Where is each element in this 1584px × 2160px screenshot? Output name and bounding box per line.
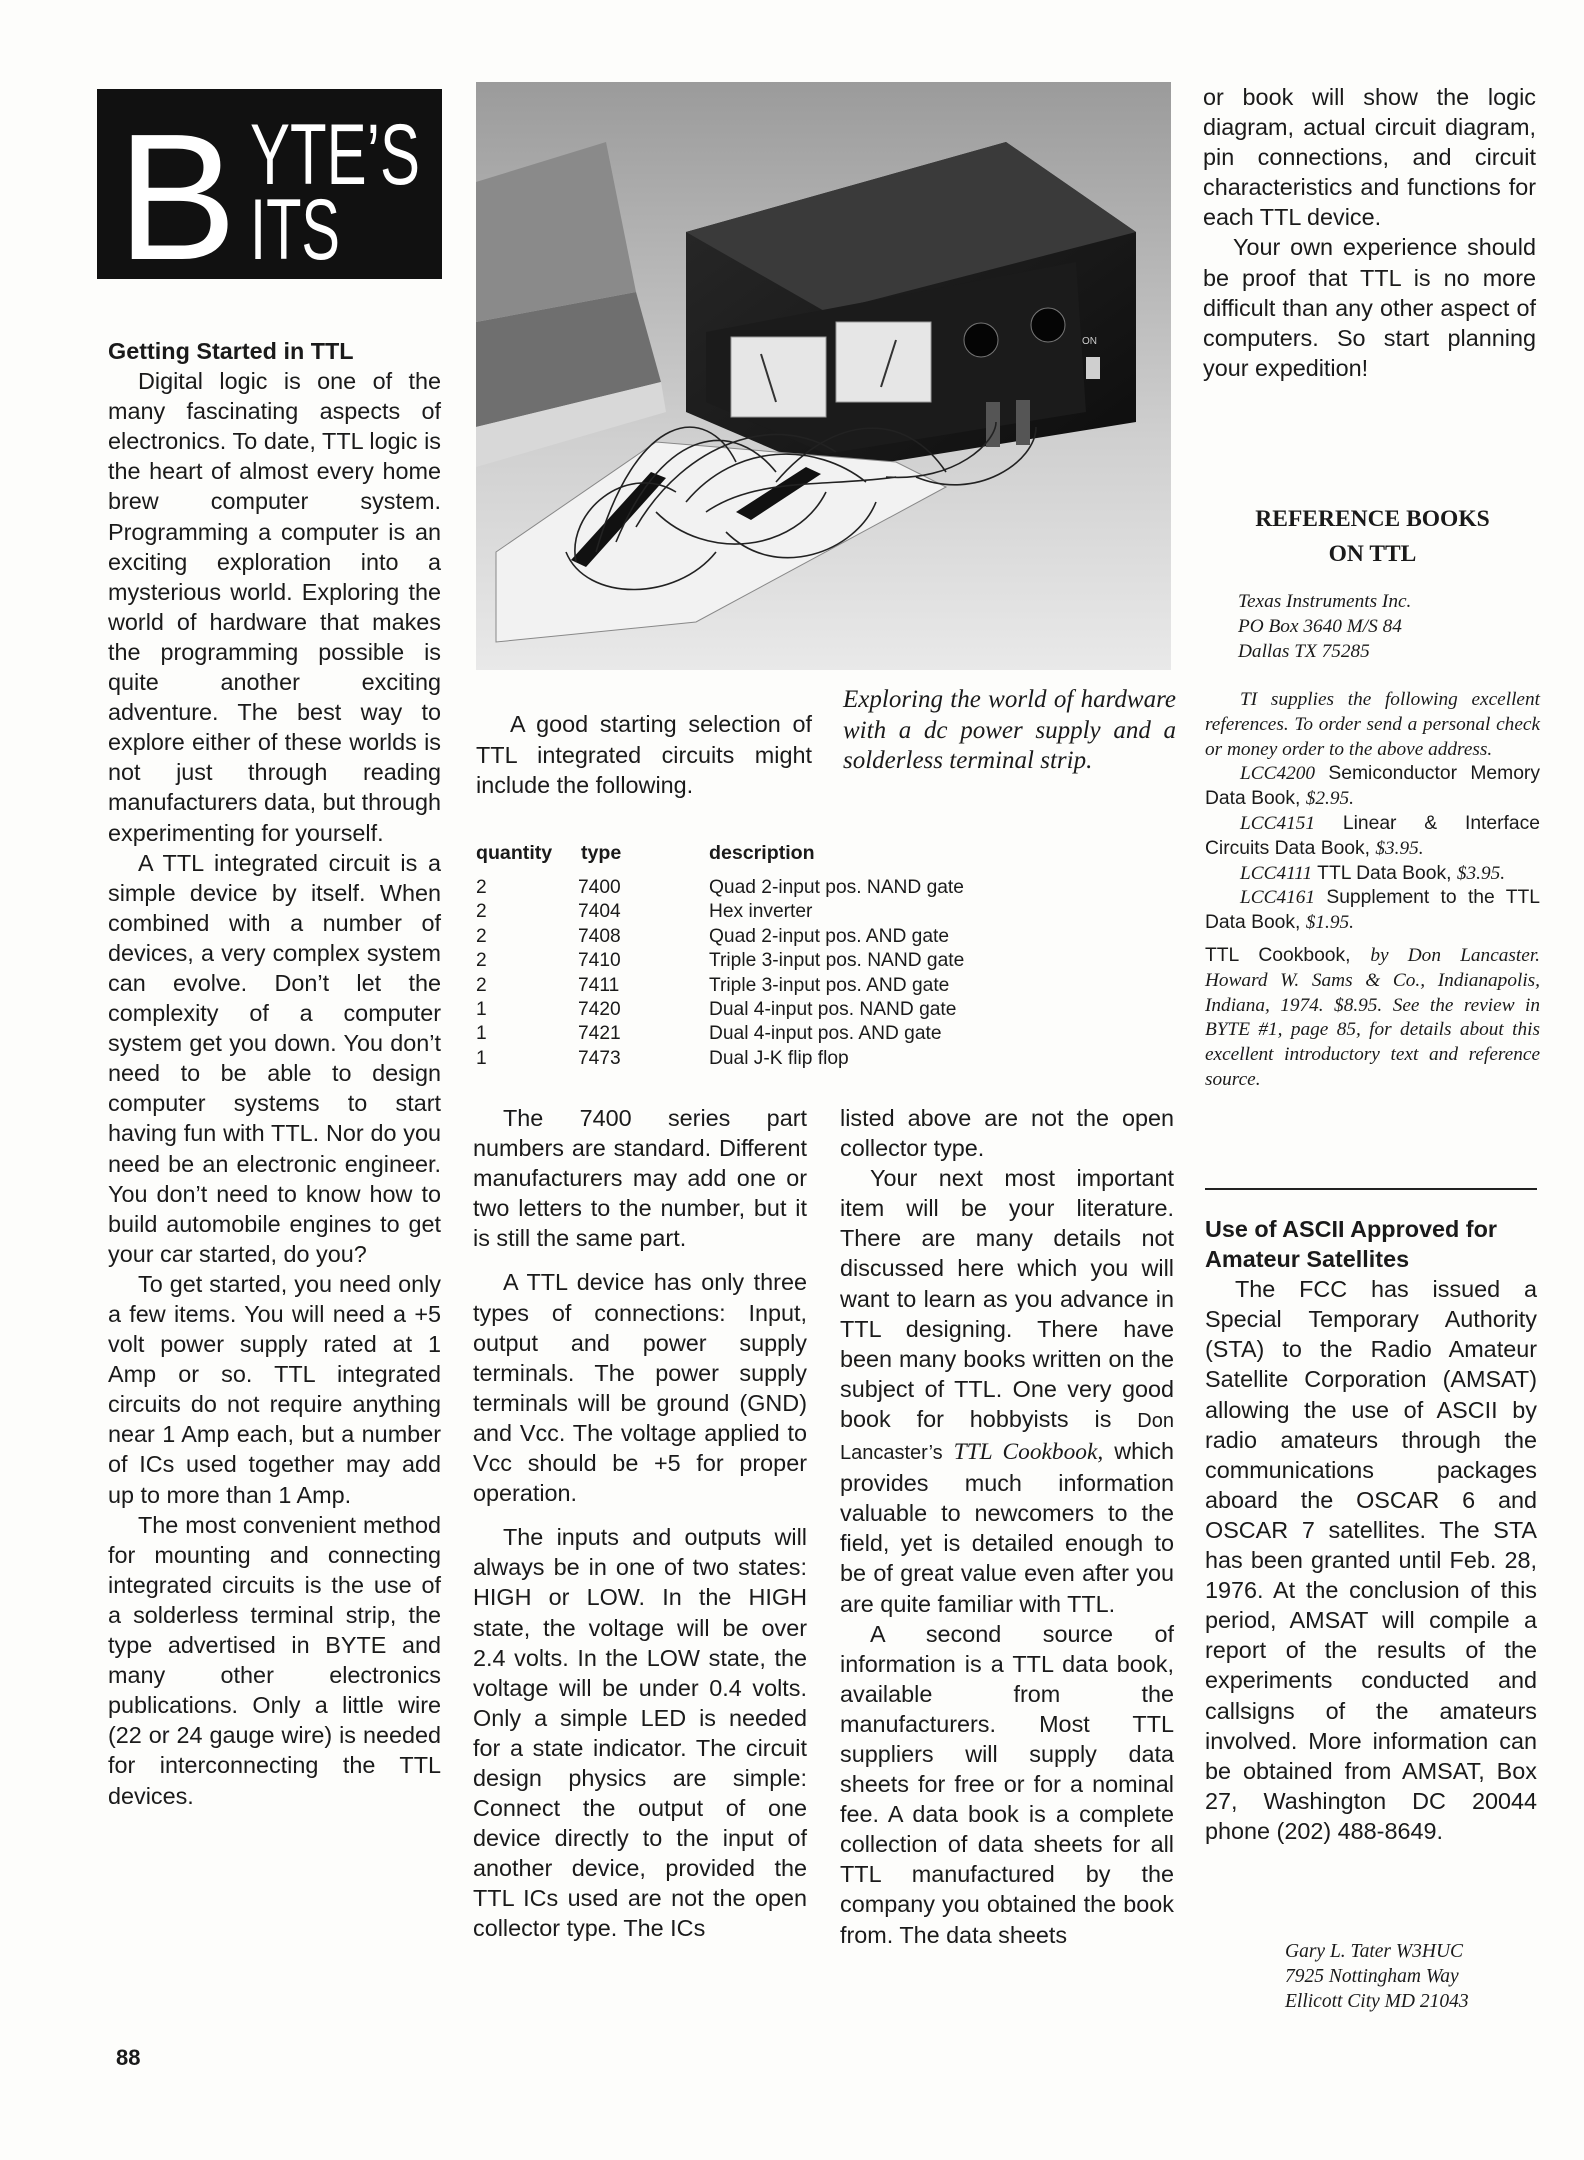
cell-description: Triple 3-input pos. AND gate (709, 974, 950, 996)
header-quantity: quantity (476, 842, 553, 864)
cell-quantity: 2 (476, 877, 487, 898)
paragraph: A second source of information is a TTL data book, available from the manufacturers. Most TTL suppliers will supply data sheets for free or for a nominal fee. A data book is a complete collection of data sheets for all TTL manufactured by the company you obtained the book from. The data sheets (840, 1620, 1174, 1948)
book-price: $2.95. (1305, 788, 1354, 810)
cell-type: 7411 (578, 974, 620, 996)
paragraph: A TTL device has only three types of connections: Input, output and power supply terminals. The power supply terminals will be ground (GND) and Vcc. The voltage applied to Vcc should be +5 for proper operation. (473, 1269, 807, 1507)
paragraph: or book will show the logic diagram, actual circuit diagram, pin connections, and circuit characteristics and functions for each TTL device. (1203, 84, 1536, 231)
book-name: Linear & Interface Circuits Data Book, (1205, 812, 1541, 859)
cell-quantity: 2 (476, 974, 487, 996)
photo-illustration (476, 82, 1171, 670)
book-code: LCC4111 (1240, 862, 1313, 884)
column-1 (108, 336, 441, 1811)
table-row (476, 974, 1116, 998)
reference-books-title (1205, 502, 1540, 572)
signature-line: 7925 Nottingham Way (1285, 1966, 1459, 1987)
knob (964, 323, 998, 357)
article-body-col1 (108, 366, 441, 1811)
masthead-big-letter: B (117, 97, 238, 298)
paragraph: Digital logic is one of the many fascinating aspects of electronics. To date, TTL logic is the heart of almost every home brew computer system. Programming a computer is an exciting exploration into a mysterious world. Exploring the world of hardware that makes the programming possible is quite another exciting adventure. The best way to explore either of these worlds is not just through reading manufacturers data, but through experimenting for yourself. (108, 368, 441, 846)
photo-caption: Exploring the world of hardware with a dc power supply and a solderless terminal strip. (843, 686, 1176, 774)
power-switch (1086, 357, 1100, 379)
paragraph: A TTL integrated circuit is a simple device by itself. When combined with a number of devices, a very complex system can evolve. Don’t let the complexity of a computer system get you down. You don’t need to be able to design computer systems to start having fun with TTL. Nor do you need be an electronic engineer. You don’t need to know how to build automobile engines to get your car started, do you? (108, 849, 441, 1267)
cell-type: 7404 (578, 901, 621, 923)
paragraph: listed above are not the open collector type. (840, 1105, 1174, 1162)
book-price: $1.95. (1305, 912, 1354, 934)
book-name: TTL Cookbook, (1205, 944, 1351, 966)
reference-intro: TI supplies the following excellent references. To order send a personal check or money order to the above address. (1205, 689, 1540, 760)
book-name: Supplement to the TTL Data Book, (1205, 887, 1541, 934)
reference-entry (1205, 944, 1540, 1093)
address-line: Dallas TX 75285 (1238, 640, 1370, 662)
cell-description: Triple 3-input pos. NAND gate (709, 950, 965, 972)
cell-description: Quad 2-input pos. NAND gate (709, 877, 964, 898)
table-row (476, 1047, 1116, 1071)
cell-quantity: 2 (476, 950, 487, 972)
header-type: type (581, 842, 622, 864)
cell-quantity: 1 (476, 1047, 487, 1069)
book-code: LCC4161 (1240, 887, 1316, 909)
book-code: LCC4151 (1240, 812, 1316, 834)
table-header (476, 842, 1116, 876)
book-price: $3.95. (1456, 862, 1506, 884)
hardware-photo (476, 82, 1171, 670)
cell-description: Dual J-K flip flop (709, 1047, 849, 1069)
binding-post (1016, 400, 1030, 445)
paragraph: The 7400 series part numbers are standard. Different manufacturers may add one or two letters to the number, but it is still the same part. (473, 1105, 807, 1252)
author-signature (1285, 1939, 1469, 2014)
column-3 (840, 1103, 1174, 1950)
reference-entry (1205, 862, 1540, 887)
book-name: TTL Data Book, (1317, 862, 1452, 884)
book-title: TTL Cookbook, (953, 1439, 1104, 1466)
table-row (476, 998, 1116, 1022)
paragraph: To get started, you need only a few items. You will need a +5 volt power supply rated at 1 Amp or so. TTL integrated circuits do not require anything near 1 Amp each, but a number of ICs used together may add up to more than 1 Amp. (108, 1270, 441, 1508)
book-price: $3.95. (1375, 837, 1424, 859)
book-details: by Don Lancaster. Howard W. Sams & Co., Indianapolis, Indiana, 1974. $8.95. See the review in BYTE #1, page 85, for details about this excellent introductory text and reference source. (1205, 944, 1541, 1090)
selection-intro: A good starting selection of TTL integrated circuits might include the following. (476, 711, 812, 798)
cell-type: 7420 (578, 998, 621, 1020)
book-code: LCC4200 (1240, 763, 1316, 785)
column-4-top (1203, 82, 1536, 383)
reference-list (1205, 688, 1540, 1093)
cell-quantity: 2 (476, 925, 487, 947)
reference-title-line1: REFERENCE BOOKS (1255, 506, 1490, 532)
article-title: Getting Started in TTL (108, 338, 354, 364)
header-description: description (709, 842, 815, 864)
cell-quantity: 1 (476, 998, 487, 1020)
parts-table (476, 842, 1116, 1071)
section-divider (1205, 1188, 1537, 1190)
masthead-graphic (97, 89, 442, 298)
cell-type: 7473 (578, 1047, 621, 1069)
meter (836, 322, 931, 402)
article-title: Use of ASCII Approved for Amateur Satellites (1205, 1216, 1497, 1273)
cell-type: 7408 (578, 925, 621, 947)
cell-description: Hex inverter (709, 901, 813, 923)
paragraph-text: which provides much information valuable to newcomers to the field, yet is detailed enough to be of great value even after you are quite familiar with TTL. (840, 1438, 1175, 1617)
address-line: Texas Instruments Inc. (1238, 591, 1412, 612)
publisher-address (1205, 590, 1540, 664)
table-row (476, 925, 1116, 949)
cell-quantity: 1 (476, 1023, 487, 1045)
column-2 (473, 1103, 807, 1944)
cell-quantity: 2 (476, 901, 487, 923)
author-name: Don Lancaster’s (840, 1409, 1174, 1465)
table-row (476, 949, 1116, 973)
cell-type: 7410 (578, 950, 621, 972)
reference-entry (1205, 886, 1540, 936)
meter (731, 337, 826, 417)
table-row (476, 900, 1116, 924)
paragraph: The FCC has issued a Special Temporary Authority (STA) to the Radio Amateur Satellite Corporation (AMSAT) allowing the use of ASCII by radio amateurs through the communications packages aboard the OSCAR 6 and OSCAR 7 satellites. The STA has been granted until Feb. 28, 1976. At the conclusion of this period, AMSAT will compile a report of the results of the experiments conducted and callsigns of the amateurs involved. More information can be obtained from AMSAT, Box 27, Washington DC 20044 phone (202) 488-8649. (1205, 1276, 1537, 1844)
reference-entry (1205, 762, 1540, 812)
reference-title-line2: ON TTL (1328, 541, 1417, 567)
masthead-line2: ITS (250, 182, 340, 278)
cell-description: Dual 4-input pos. NAND gate (709, 998, 957, 1020)
knob (1031, 308, 1065, 342)
paragraph (840, 1163, 1174, 1618)
paragraph: The inputs and outputs will always be in one of two states: HIGH or LOW. In the HIGH state, the voltage will be over 2.4 volts. In the LOW state, the voltage will be under 0.4 volts. Only a simple LED is needed for a state indicator. The circuit design physics are simple: Connect the output of one device directly to the input of another device, provided the TTL ICs used are not the open collector type. The ICs (473, 1524, 807, 1942)
cell-type: 7421 (578, 1023, 621, 1045)
cell-type: 7400 (578, 877, 621, 898)
signature-line: Gary L. Tater W3HUC (1285, 1941, 1464, 1962)
cell-description: Quad 2-input pos. AND gate (709, 925, 949, 947)
paragraph: Your own experience should be proof that TTL is no more difficult than any other aspect of computers. So start planning your expedition! (1203, 234, 1536, 381)
page-number: 88 (116, 2045, 141, 2070)
reference-entry (1205, 812, 1540, 862)
cell-description: Dual 4-input pos. AND gate (709, 1023, 942, 1045)
article-body (1205, 1274, 1537, 1846)
book-name: Semiconductor Memory Data Book, (1205, 763, 1540, 810)
table-row (476, 1022, 1116, 1046)
article-ascii (1205, 1214, 1537, 1846)
byte-bits-masthead (97, 89, 442, 298)
paragraph-text: Your next most important item will be your literature. There are many details not discussed here which you will want to learn as you advance in TTL designing. There have been many books written on the subject of TTL. One very good book for hobbyists is (840, 1165, 1174, 1432)
signature-line: Ellicott City MD 21043 (1285, 1991, 1469, 2012)
masthead-line1: YTE’S (250, 107, 420, 203)
address-line: PO Box 3640 M/S 84 (1238, 615, 1402, 637)
table-row (476, 876, 1116, 900)
power-label: ON (1082, 336, 1097, 347)
paragraph: The most convenient method for mounting and connecting integrated circuits is the use of a solderless terminal strip, the type advertised in BYTE and many other electronics publications. Only a little wire (22 or 24 gauge wire) is needed for interconnecting the TTL devices. (108, 1511, 441, 1809)
